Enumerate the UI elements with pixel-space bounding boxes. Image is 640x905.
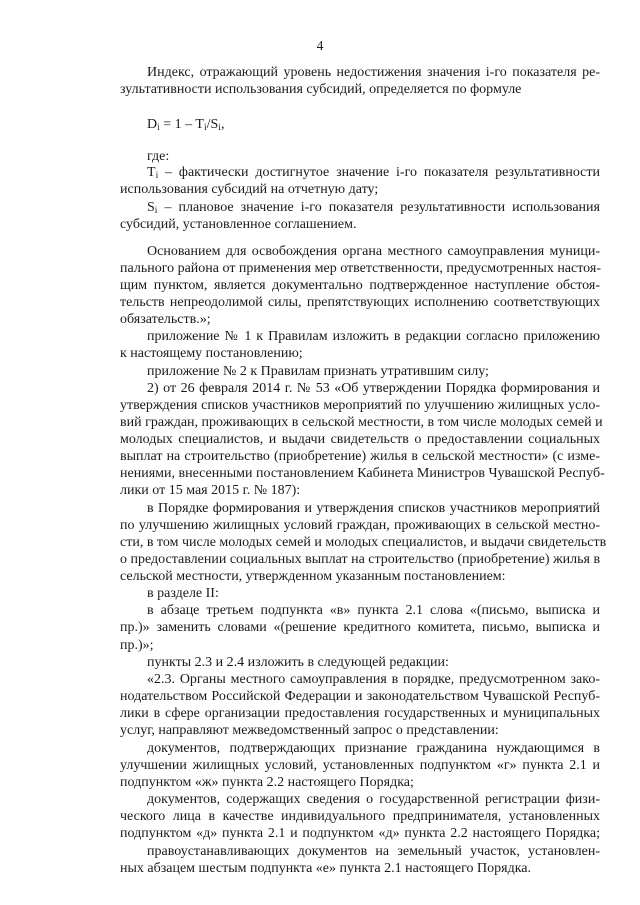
text-line: услуг, направляют межведомственный запрос о представлении: xyxy=(120,723,499,738)
text-line: о предоставлении социальных выплат на строительство (приобретение) жилья в xyxy=(120,552,601,567)
text-line: сельской местности, утвержденном указанным постановлением: xyxy=(120,569,506,584)
text-line: использования субсидий на отчетную дату; xyxy=(120,182,379,197)
text-line: сти, в том числе молодых семей и молодых специалистов, и выдачи свидетельств xyxy=(120,535,607,550)
text-line: молодых специалистов, и выдачи свидетельств о предоставлении социальных xyxy=(120,432,600,447)
formula-line: $D_i = 1 - T_i/S_i$, xyxy=(147,117,225,133)
text-line: нодательством Российской Федерации и законодательством Чувашской Респуб- xyxy=(120,689,600,704)
text-line: в разделе II: xyxy=(147,586,219,601)
text-line: нениями, внесенными постановлением Кабинета Министров Чувашской Респуб- xyxy=(120,466,605,481)
text-line: документов, содержащих сведения о государственной регистрации физи- xyxy=(147,792,600,807)
text-line: в Порядке формирования и утверждения списков участников мероприятий xyxy=(147,501,600,516)
text-line: ных абзацем шестым подпункта «е» пункта 2.1 настоящего Порядка. xyxy=(120,861,532,876)
text-line: щим пунктом, является документально подтвержденное наступление обстоя- xyxy=(120,278,600,293)
text-line: улучшении жилищных условий, установленных подпунктом «г» пункта 2.1 и xyxy=(120,758,600,773)
page-number: 4 xyxy=(316,38,324,53)
text-line: обязательств.»; xyxy=(120,312,211,327)
text-line: вий граждан, проживающих в сельской местности, в том числе молодых семей и xyxy=(120,415,603,430)
text-line: пр.)» заменить словами «(решение кредитного комитета, письмо, выписка и xyxy=(120,620,600,635)
text-line: тельств непреодолимой силы, препятствующих исполнению соответствующих xyxy=(120,295,600,310)
text-line: Основанием для освобождения органа местного самоуправления муници- xyxy=(147,244,600,259)
text-line: утверждения списков участников мероприятий по улучшению жилищных усло- xyxy=(120,398,600,413)
text-line: по улучшению жилищных условий граждан, проживающих в сельской местно- xyxy=(120,518,600,533)
text-line: приложение № 1 к Правилам изложить в редакции согласно приложению xyxy=(147,329,600,344)
text-line: приложение № 2 к Правилам признать утратившим силу; xyxy=(147,364,489,379)
text-line: правоустанавливающих документов на земельный участок, установлен- xyxy=(147,844,600,859)
text-line: выплат на строительство (приобретение) жилья в сельской местности» (с изме- xyxy=(120,449,600,464)
text-line: к настоящему постановлению; xyxy=(120,346,303,361)
text-line: пункты 2.3 и 2.4 изложить в следующей редакции: xyxy=(147,655,449,670)
text-line: $S_i$ – плановое значение i-го показателя результативности использования xyxy=(147,200,600,216)
text-line: 2) от 26 февраля 2014 г. № 53 «Об утверждении Порядка формирования и xyxy=(147,381,600,396)
text-line: подпунктом «ж» пункта 2.2 настоящего Порядка; xyxy=(120,775,414,790)
text-line: документов, подтверждающих признание гражданина нуждающимся в xyxy=(147,741,600,756)
text-line: $T_i$ – фактически достигнутое значение i-го показателя результативности xyxy=(147,165,600,181)
text-line: в абзаце третьем подпункта «в» пункта 2.1 слова «(письмо, выписка и xyxy=(147,603,600,618)
text-line: ческого лица в качестве индивидуального предпринимателя, установленных xyxy=(120,809,600,824)
text-line: пального района от применения мер ответственности, предусмотренных настоя- xyxy=(120,261,602,276)
text-line: подпунктом «д» пункта 2.1 и подпунктом «д» пункта 2.2 настоящего Порядка; xyxy=(120,826,600,841)
text-line: зультативности использования субсидий, определяется по формуле xyxy=(120,82,522,97)
text-line: Индекс, отражающий уровень недостижения значения i-го показателя ре- xyxy=(147,65,600,80)
text-line: «2.3. Органы местного самоуправления в порядке, предусмотренном зако- xyxy=(147,672,600,687)
text-line: где: xyxy=(147,149,170,164)
text-line: лики от 15 мая 2015 г. № 187): xyxy=(120,483,301,498)
text-line: лики в сфере организации предоставления государственных и муниципальных xyxy=(120,706,600,721)
text-line: субсидий, установленное соглашением. xyxy=(120,217,357,232)
text-line: пр.)»; xyxy=(120,638,154,653)
